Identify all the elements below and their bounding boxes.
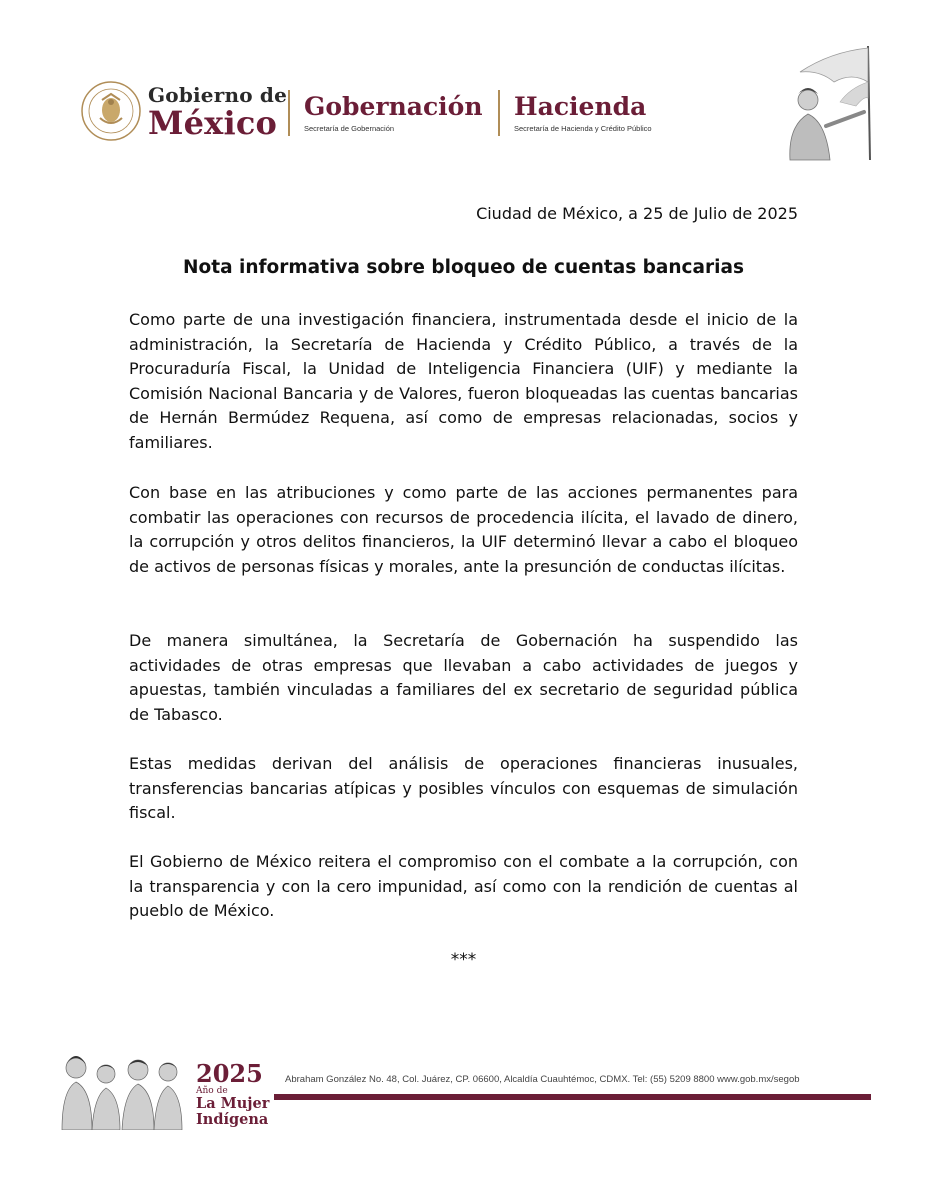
hacienda-subtitle: Secretaría de Hacienda y Crédito Público	[514, 124, 652, 133]
year-name-line1: La Mujer	[196, 1095, 270, 1112]
year-sub-label: Año de	[196, 1086, 228, 1096]
end-mark: ***	[450, 950, 477, 970]
year-of-indigenous-woman-logo	[196, 1059, 276, 1128]
hacienda-logo	[514, 92, 652, 133]
hacienda-title: Hacienda	[514, 92, 647, 121]
indigenous-women-illustration-icon	[54, 1040, 189, 1130]
gobierno-de-mexico-logo	[148, 84, 287, 140]
gobernacion-logo	[304, 92, 483, 133]
header-divider	[498, 90, 500, 136]
woman-with-flag-illustration-icon	[760, 42, 880, 162]
year-label: 2025	[196, 1059, 263, 1088]
footer-rule	[274, 1094, 871, 1100]
paragraph: Estas medidas derivan del análisis de operaciones financieras inusuales, transferencias bancarias atípicas y posibles vínculos con esquemas de simulación fiscal.	[129, 754, 798, 822]
paragraph: El Gobierno de México reitera el compromiso con el combate a la corrupción, con la transparencia y con la cero impunidad, así como con la rendición de cuentas al pueblo de México.	[129, 852, 798, 920]
paragraph: Con base en las atribuciones y como parte de las acciones permanentes para combatir las operaciones con recursos de procedencia ilícita, el lavado de dinero, la corrupción y otros delitos financieros, la UIF determinó llevar a cabo el bloqueo de activos de personas físicas y morales, ante la presunción de conductas ilícitas.	[129, 483, 798, 576]
document-title: Nota informativa sobre bloqueo de cuentas bancarias	[183, 257, 744, 278]
coat-of-arms-seal-icon	[80, 80, 142, 142]
header-divider	[288, 90, 290, 136]
letterhead	[80, 78, 680, 148]
gobernacion-subtitle: Secretaría de Gobernación	[304, 124, 395, 133]
document-date: Ciudad de México, a 25 de Julio de 2025	[476, 204, 798, 223]
gobierno-de-label: Gobierno de	[148, 83, 288, 107]
gobernacion-title: Gobernación	[304, 92, 483, 121]
paragraph: Como parte de una investigación financiera, instrumentada desde el inicio de la administración, la Secretaría de Hacienda y Crédito Público, a través de la Procuraduría Fiscal, la Unidad de Inteligencia Financiera (UIF) y mediante la Comisión Nacional Bancaria y de Valores, fueron bloqueadas las cuentas bancarias de Hernán Bermúdez Requena, así como de empresas relacionadas, socios y familiares.	[129, 310, 798, 452]
paragraph: De manera simultánea, la Secretaría de Gobernación ha suspendido las actividades de otras empresas que llevaban a cabo actividades de juegos y apuestas, también vinculadas a familiares del ex secretario de seguridad pública de Tabasco.	[129, 631, 798, 724]
year-name-line2: Indígena	[196, 1111, 269, 1128]
footer-address: Abraham González No. 48, Col. Juárez, CP. 06600, Alcaldía Cuauhtémoc, CDMX. Tel: (55) 5209 8800 www.gob.mx/segob	[285, 1074, 800, 1085]
mexico-label: México	[148, 104, 278, 142]
